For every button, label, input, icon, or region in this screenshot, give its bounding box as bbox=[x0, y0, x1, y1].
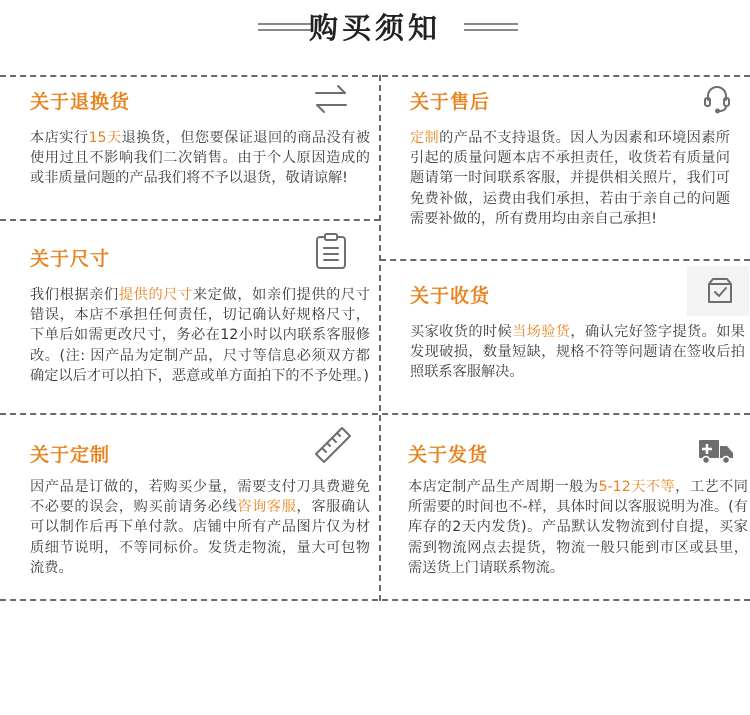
section-receiving-body bbox=[410, 322, 745, 383]
shipping-text-2: ，工艺不同所需要的时间也不-样，具体时间以客服说明为准。(有库存的2天内发货)。产品默认发物流到付自提，买家需到物流网点去提货，物流一般只能到市区或县里，需送货上门请联系物流。 bbox=[408, 479, 748, 576]
divider-right-1 bbox=[380, 259, 750, 261]
custom-text-1: 因产品是订做的，若购买少量，需要支付刀具费避免不必要的误会，购买前请务必线 bbox=[30, 479, 370, 516]
returns-highlight: 15天 bbox=[88, 130, 122, 146]
section-size-title: 关于尺寸 bbox=[30, 248, 111, 270]
section-custom-body bbox=[30, 477, 370, 578]
section-after-sales-body bbox=[410, 128, 730, 229]
returns-text-1: 本店实行 bbox=[30, 130, 89, 146]
section-after-sales bbox=[410, 90, 730, 229]
divider-left-1 bbox=[0, 219, 380, 221]
section-shipping-title: 关于发货 bbox=[408, 444, 489, 466]
receiving-text-2: ，确认完好签字提货。如果发现破损，数量短缺，规格不符等问题请在签收后拍照联系客服解决。 bbox=[410, 324, 745, 381]
divider-bottom bbox=[0, 599, 750, 601]
section-receiving-title: 关于收货 bbox=[410, 285, 491, 307]
after-sales-highlight: 定制 bbox=[410, 130, 440, 146]
clipboard-icon bbox=[314, 232, 348, 270]
receiving-highlight: 当场验货 bbox=[512, 324, 571, 340]
size-text-1: 我们根据亲们 bbox=[30, 287, 119, 303]
section-after-sales-title: 关于售后 bbox=[410, 91, 491, 113]
receiving-text-1: 买家收货的时候 bbox=[410, 324, 513, 340]
headset-icon bbox=[703, 84, 731, 114]
section-custom-title: 关于定制 bbox=[30, 444, 111, 466]
after-sales-text-1: 的产品不支持退货。因人为因素和环境因素所引起的质量问题本店不承担责任，收货若有质量问题请第一时间联系客服，并提供相关照片，我们可免费补做，运费由我们承担，若由于亲自己的问题需要补做的，所有费用均由亲自己承担! bbox=[410, 130, 730, 227]
divider-middle bbox=[0, 413, 750, 415]
page-title: 购买须知 bbox=[308, 11, 441, 45]
delivery-truck-icon bbox=[698, 438, 734, 466]
ruler-icon bbox=[312, 424, 354, 464]
size-text-2: 来定做，如亲们提供的尺寸错误，本店不承担任何责任，切记确认好规格尺寸，下单后如需更改尺寸，务必在12小时以内联系客服修改。(注: 因产品为定制产品，尺寸等信息必须双方都确定以后才可以拍下，恶意或单方面拍下的不予处理。) bbox=[30, 287, 370, 384]
section-shipping bbox=[408, 443, 748, 578]
divider-center bbox=[379, 75, 381, 601]
section-size-body bbox=[30, 285, 370, 386]
section-receiving bbox=[410, 284, 745, 383]
section-returns-body bbox=[30, 128, 370, 189]
returns-text-2: 退换货，但您要保证退回的商品没有被使用过且不影响我们二次销售。由于个人原因造成的或非质量问题的产品我们将不予以退货，敬请谅解! bbox=[30, 130, 370, 187]
swap-arrows-icon bbox=[314, 84, 348, 114]
section-returns-title: 关于退换货 bbox=[30, 91, 131, 113]
custom-highlight: 咨询客服 bbox=[237, 499, 297, 516]
section-shipping-body bbox=[408, 477, 748, 578]
divider-top bbox=[0, 75, 750, 77]
title-decoration-right bbox=[464, 23, 518, 31]
shipping-text-1: 本店定制产品生产周期一般为 bbox=[408, 479, 599, 495]
checkbox-icon bbox=[705, 276, 735, 306]
shipping-highlight: 5-12天不等 bbox=[598, 479, 676, 495]
size-highlight: 提供的尺寸 bbox=[118, 287, 193, 303]
custom-text-2: ，客服确认可以制作后再下单付款。店铺中所有产品图片仅为材质细节说明，不等同标价。发货走物流，量大可包物流费。 bbox=[30, 499, 370, 576]
